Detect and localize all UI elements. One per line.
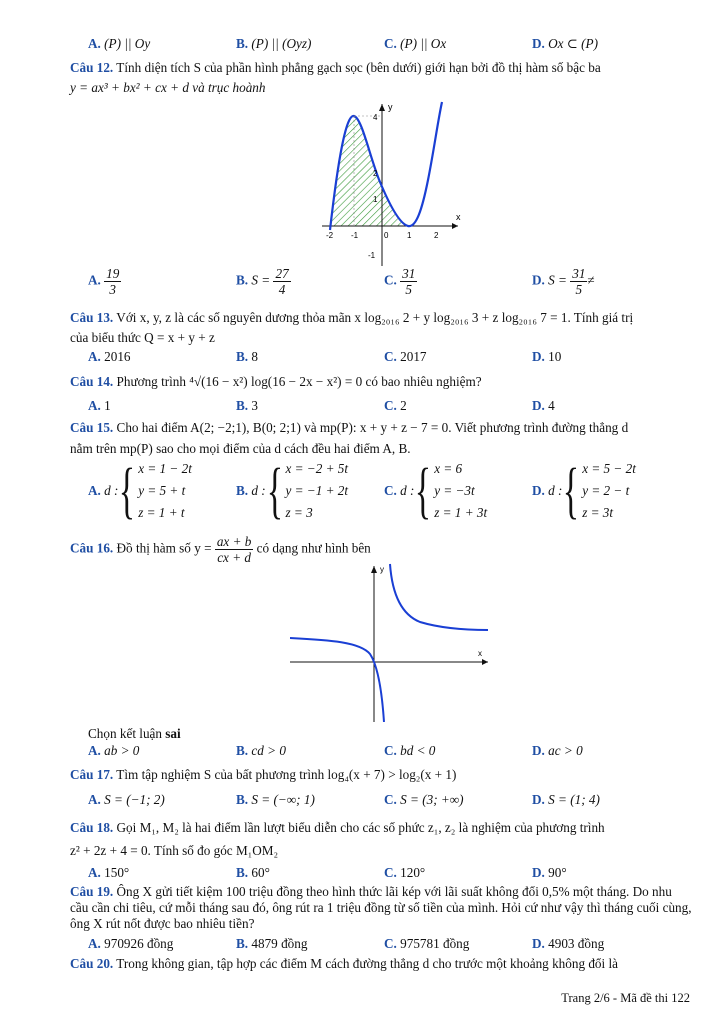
q12-tick-y-neg1: -1: [368, 251, 376, 260]
q12-tick-x-2: 2: [434, 231, 439, 240]
q15-option-c: C. d :{ x = 6 y = −3t z = 1 + 3t: [384, 457, 488, 525]
q17-option-b: B. S = (−∞; 1): [236, 792, 315, 807]
q14-option-c: C. 2: [384, 398, 407, 413]
q19-option-c: C. 975781 đồng: [384, 936, 470, 951]
q12-tick-y-1: 1: [373, 195, 378, 204]
q17-option-d: D. S = (1; 4): [532, 792, 600, 807]
q16-x-axis-label: x: [478, 649, 482, 658]
q11-option-d: D. Ox ⊂ (P): [532, 36, 598, 51]
q16-y-axis-label: y: [380, 565, 384, 574]
q15-option-a: A. d :{ x = 1 − 2t y = 5 + t z = 1 + t: [88, 457, 192, 525]
q12-question: Câu 12. Tính diện tích S của phần hình phẳng gạch sọc (bên dưới) giới hạn bởi đồ thị hàm số bậc ba: [70, 60, 601, 75]
q15-question-line2: nằm trên mp(P) sao cho mọi điểm của d cách đều hai điểm A, B.: [70, 441, 411, 456]
q12-option-c: C. $\frac{31}{5}$: [384, 266, 416, 297]
q11-option-a: A. (P) || Oy: [88, 36, 151, 51]
q19-option-b: B. 4879 đồng: [236, 936, 308, 951]
q18-question: Câu 18. Gọi M₁, M₂ là hai điểm lần lượt biểu diễn cho các số phức z₁, z₂ là nghiệm của phương trình: [70, 820, 605, 835]
q12-tick-x-neg2: -2: [326, 231, 334, 240]
page-footer: Trang 2/6 - Mã đề thi 122: [561, 991, 690, 1005]
q14-option-d: D. 4: [532, 398, 555, 413]
q11-option-c: C. (P) || Ox: [384, 36, 447, 51]
q13-question: Câu 13. Với x, y, z là các số nguyên dương thỏa mãn x log₂₀₁₆ 2 + y log₂₀₁₆ 3 + z log₂₀₁₆ 7 = 1. Tính giá trị: [70, 310, 634, 325]
q12-question-line2: y = ax³ + bx² + cx + d và trục hoành: [70, 80, 266, 95]
q13-question-line2: của biểu thức Q = x + y + z: [70, 330, 215, 345]
q14-option-a: A. 1: [88, 398, 111, 413]
q15-question: Câu 15. Cho hai điểm A(2; −2;1), B(0; 2;1) và mp(P): x + y + z − 7 = 0. Viết phương trình đường thẳng d: [70, 420, 629, 435]
q16-option-c: C. bd < 0: [384, 743, 436, 758]
q13-option-d: D. 10: [532, 349, 562, 364]
q12-tick-x-0: 0: [384, 231, 389, 240]
q16-option-d: D. ac > 0: [532, 743, 583, 758]
q12-tick-y-4: 4: [373, 113, 378, 122]
q16-conclude: Chọn kết luận sai: [88, 726, 181, 741]
q11-option-b: B. (P) || (Oyz): [236, 36, 312, 51]
q16-question: Câu 16. Đồ thị hàm số y = $\frac{ax + b}{cx + d}$ có dạng như hình bên: [70, 534, 371, 565]
q12-option-a: A. $\frac{19}{3}$: [88, 266, 120, 297]
q12-cubic-graph: [318, 100, 468, 270]
q14-question: Câu 14. Phương trình ⁴√(16 − x²) log(16 − 2x − x²) = 0 có bao nhiêu nghiệm?: [70, 374, 482, 389]
q16-hyperbola-graph: [290, 562, 490, 722]
q13-option-a: A. 2016: [88, 349, 131, 364]
q12-y-axis-label: y: [388, 102, 393, 112]
q15-option-b: B. d :{ x = −2 + 5t y = −1 + 2t z = 3: [236, 457, 349, 525]
q18-option-c: C. 120°: [384, 865, 426, 880]
q12-tick-x-1: 1: [407, 231, 412, 240]
q18-option-d: D. 90°: [532, 865, 567, 880]
q14-option-b: B. 3: [236, 398, 258, 413]
q12-option-b: B. S = $\frac{27}{4}$: [236, 266, 289, 297]
q12-tick-x-neg1: -1: [351, 231, 359, 240]
q12-tick-y-2: 2: [373, 169, 378, 178]
q19-question: Câu 19. Ông X gửi tiết kiệm 100 triệu đồng theo hình thức lãi kép với lãi suất không đổi 0,5% một tháng. Do nhu cầu cần chi tiêu, cứ mỗi tháng sau đó, ông rút ra 1 triệu đồng từ số tiền của mình. Hỏi cứ như vậy thì tháng cuối cùng, ông X rút nốt được bao nhiêu tiền?: [70, 884, 692, 931]
q19-option-d: D. 4903 đồng: [532, 936, 605, 951]
q20-question: Câu 20. Trong không gian, tập hợp các điểm M cách đường thẳng d cho trước một khoảng không đổi là: [70, 956, 618, 971]
q12-x-axis-label: x: [456, 212, 461, 222]
q16-option-b: B. cd > 0: [236, 743, 286, 758]
q19-option-a: A. 970926 đồng: [88, 936, 174, 951]
q12-option-d: D. S = $\frac{31}{5}$ ≠: [532, 266, 595, 297]
q13-option-c: C. 2017: [384, 349, 427, 364]
q13-option-b: B. 8: [236, 349, 258, 364]
q17-option-a: A. S = (−1; 2): [88, 792, 165, 807]
q18-option-b: B. 60°: [236, 865, 270, 880]
q18-question-line2: z² + 2z + 4 = 0. Tính số đo góc M₁OM₂: [70, 843, 279, 858]
q15-option-d: D. d :{ x = 5 − 2t y = 2 − t z = 3t: [532, 457, 636, 525]
q17-question: Câu 17. Tìm tập nghiệm S của bất phương trình log₄(x + 7) > log₂(x + 1): [70, 767, 457, 782]
q17-option-c: C. S = (3; +∞): [384, 792, 464, 807]
q18-option-a: A. 150°: [88, 865, 130, 880]
q16-option-a: A. ab > 0: [88, 743, 140, 758]
